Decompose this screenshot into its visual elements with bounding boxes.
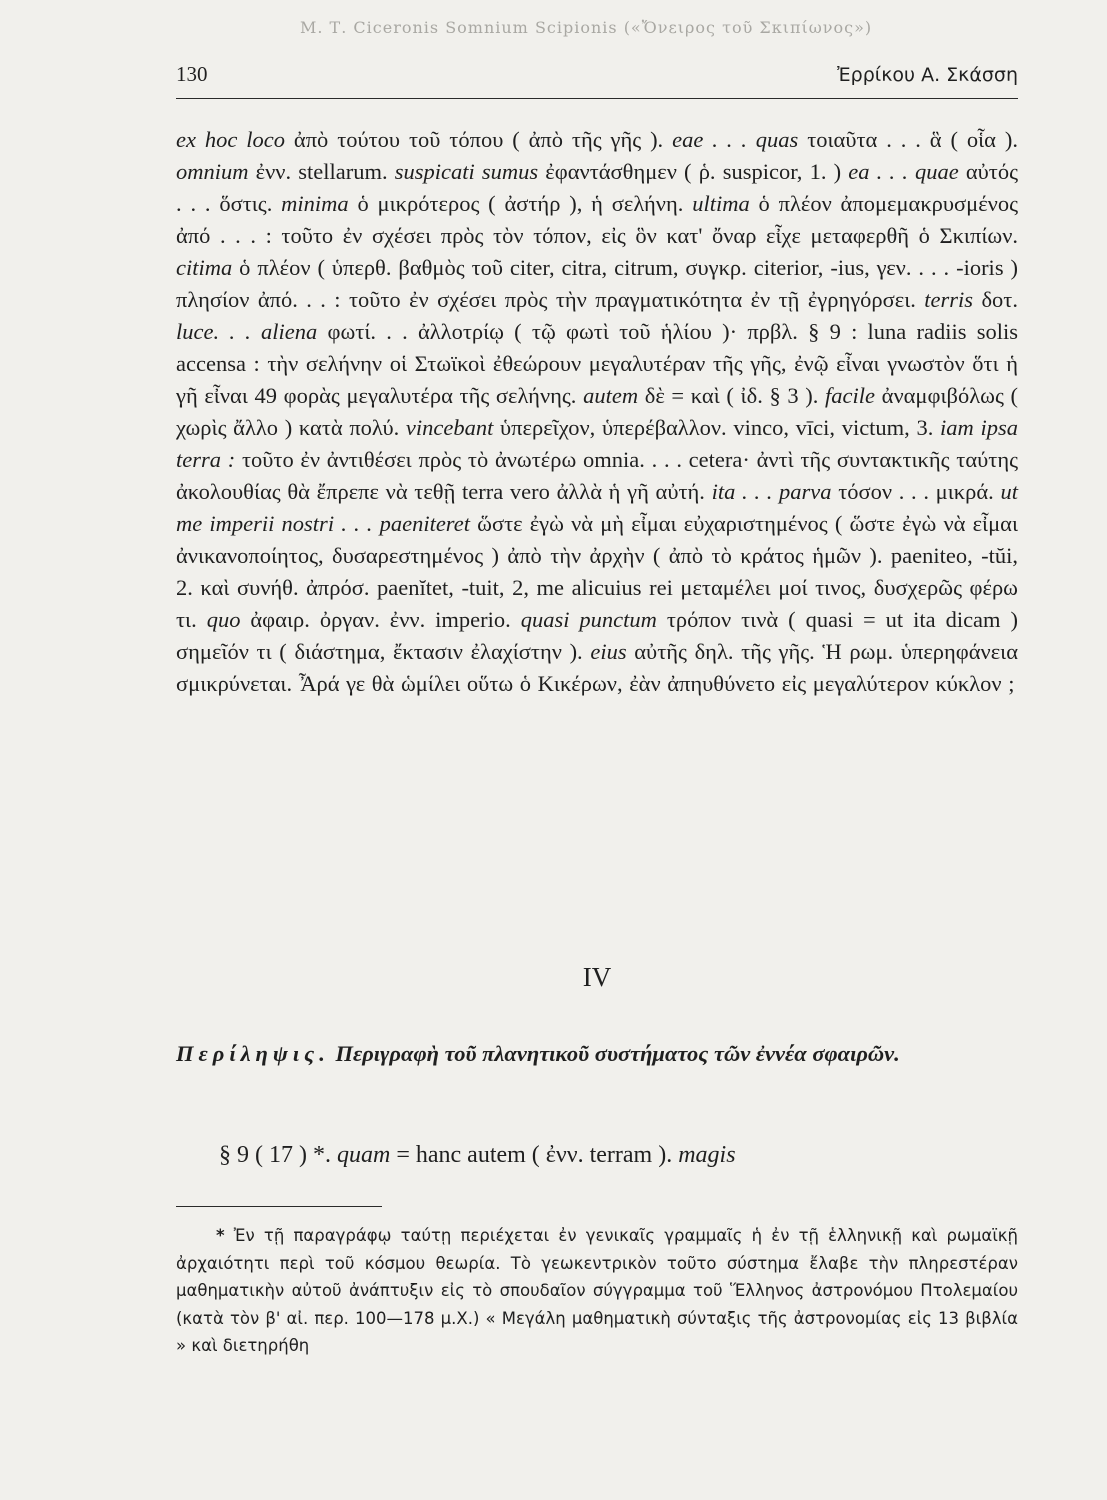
lemma: quo [206, 607, 241, 632]
lemma: quam [336, 1142, 391, 1168]
gloss: ὁ πλέον ἀπομεμακρυσμένος ἀπό . . . : τοῦτο ἐν σχέσει πρὸς τὸν τόπον, εἰς ὃν κατ' ὄναρ εἶχε μεταφερθῆ ὁ Σκιπίων. [176, 191, 1018, 248]
gloss: = hanc autem ( ἐνν. terram ). [390, 1142, 679, 1168]
summary-text: Περιγραφὴ τοῦ πλανητικοῦ συστήματος τῶν ἐννέα σφαιρῶν. [329, 1041, 900, 1066]
paragraph-start [176, 1138, 1018, 1172]
lemma: ex hoc loco [176, 127, 285, 152]
lemma: facile [825, 383, 876, 408]
lemma: iam ipsa terra : [176, 415, 1018, 472]
lemma: autem [583, 383, 639, 408]
lemma: magis [678, 1142, 736, 1168]
commentary-paragraph [176, 124, 1018, 700]
lemma: eius [590, 639, 627, 664]
gloss: ἐνν. stellarum. [248, 159, 395, 184]
lemma: omnium [176, 159, 249, 184]
page-header [176, 62, 1018, 99]
footnote-divider [176, 1206, 382, 1207]
gloss: φωτί. . . ἀλλοτρίῳ ( τῷ φωτὶ τοῦ ἡλίου )· πρβλ. § 9 : luna radiis solis accensa : τὴν σελήνην οἱ Στωϊκοὶ ἐθεώρουν μεγαλυτέραν τῆς γῆς, ἐνῷ εἶναι γνωστὸν ὅτι ἡ γῆ εἶναι 49 φορὰς μεγαλυτέρα τῆς σελήνης. [176, 319, 1018, 408]
gloss: ὁ μικρότερος ( ἀστήρ ), ἡ σελήνη. [348, 191, 693, 216]
lemma: luce. . . aliena [176, 319, 318, 344]
lemma: ea . . . quae [848, 159, 959, 184]
lemma: ut me imperii nostri . . . paeniteret [176, 479, 1018, 536]
footnote-marker: * [216, 1226, 225, 1245]
lemma: quasi punctum [520, 607, 657, 632]
paragraph-reference: § 9 ( 17 ) *. [219, 1142, 337, 1168]
lemma: minima [281, 191, 349, 216]
lemma: ita . . . parva [711, 479, 832, 504]
summary-label: Περίληψις. [176, 1041, 330, 1066]
gloss: ὥστε ἐγὼ νὰ μὴ εἶμαι εὐχαριστημένος ( ὥστε ἐγὼ νὰ εἶμαι ἀνικανοποίητος, δυσαρεστημένος ) ἀπὸ τὴν ἀρχὴν ( ἀπὸ τὸ κράτος ἡμῶν ). paeniteo, -tŭi, 2. καὶ συνήθ. ἀπρόσ. paenĭtet, -tuit, 2, me alicuius rei μεταμέλει μοί τινος, δυσχερῶς φέρω τι. [176, 511, 1019, 632]
footnote-text: Ἐν τῇ παραγράφῳ ταύτῃ περιέχεται ἐν γενικαῖς γραμμαῖς ἡ ἐν τῇ ἑλληνικῇ καὶ ρωμαϊκῇ ἀρχαιότητι περὶ τοῦ κόσμου θεωρία. Τὸ γεωκεντρικὸν τοῦτο σύστημα ἔλαβε τὴν πληρεστέραν μαθηματικὴν αὐτοῦ ἀνάπτυξιν εἰς τὸ σπουδαῖον σύγγραμμα τοῦ Ἕλληνος ἀστρονόμου Πτολεμαίου (κατὰ τὸν β' αἰ. περ. 100—178 μ.Χ.) « Μεγάλη μαθηματικὴ σύνταξις τῆς ἀστρονομίας εἰς 13 βιβλία » καὶ διετηρήθη [176, 1226, 1018, 1355]
gloss: ἀφαιρ. ὀργαν. ἐνν. imperio. [240, 607, 521, 632]
section-summary [176, 1038, 1018, 1070]
gloss: ἀπὸ τούτου τοῦ τόπου ( ἀπὸ τῆς γῆς ). [285, 127, 673, 152]
lemma: suspicati sumus [394, 159, 539, 184]
gloss: αὐτῆς δηλ. τῆς γῆς. Ἡ ρωμ. ὑπερηφάνεια σμικρύνεται. Ἆρά γε θὰ ὡμίλει οὕτω ὁ Κικέρων, ἐὰν ἀπηυθύνετο εἰς μεγαλύτερον κύκλον ; [176, 639, 1018, 696]
page-number: 130 [176, 62, 208, 86]
lemma: terris [924, 287, 974, 312]
gloss: ὑπερεῖχον, ὑπερέβαλλον. vinco, vīci, victum, 3. [493, 415, 941, 440]
gloss: δοτ. [973, 287, 1018, 312]
footnote [176, 1222, 1018, 1360]
commentary-text [176, 124, 1018, 700]
lemma: vincebant [405, 415, 494, 440]
section-heading: IV [582, 962, 612, 992]
running-head: Ἐρρίκου Α. Σκάσση [837, 64, 1018, 86]
gloss: τρόπον τινὰ ( quasi = ut ita dicam ) σημεῖόν τι ( διάστημα, ἔκτασιν ἐλαχίστην ). [176, 607, 1018, 664]
gloss: τοῦτο ἐν ἀντιθέσει πρὸς τὸ ἀνωτέρω omnia. . . . cetera· ἀντὶ τῆς συντακτικῆς ταύτης ἀκολουθίας θὰ ἔπρεπε νὰ τεθῇ terra vero ἀλλὰ ἡ γῆ αὐτή. [176, 447, 1018, 504]
gloss: αὐτός . . . ὅστις. [176, 159, 1019, 216]
lemma: ultima [692, 191, 750, 216]
lemma: citima [176, 255, 233, 280]
bleed-through-text: Μ. Τ. Ciceronis Somnium Scipionis («Ὄνειρος τοῦ Σκιπίωνος») [300, 18, 873, 37]
gloss: ἐφαντάσθημεν ( ῥ. suspicor, 1. ) [538, 159, 849, 184]
gloss: δὲ = καὶ ( ἰδ. § 3 ). [638, 383, 826, 408]
gloss: τοιαῦτα . . . ἃ ( οἷα ). [798, 127, 1018, 152]
gloss: τόσον . . . μικρά. [831, 479, 1001, 504]
gloss: ὁ πλέον ( ὑπερθ. βαθμὸς τοῦ citer, citra, citrum, συγκρ. citerior, -ius, γεν. . . . -ioris ) πλησίον ἀπό. . . : τοῦτο ἐν σχέσει πρὸς τὴν πραγματικότητα ἐν τῇ ἐγρηγόρσει. [176, 255, 1018, 312]
gloss: ἀναμφιβόλως ( χωρὶς ἄλλο ) κατὰ πολύ. [176, 383, 1019, 440]
lemma: eae . . . quas [672, 127, 799, 152]
